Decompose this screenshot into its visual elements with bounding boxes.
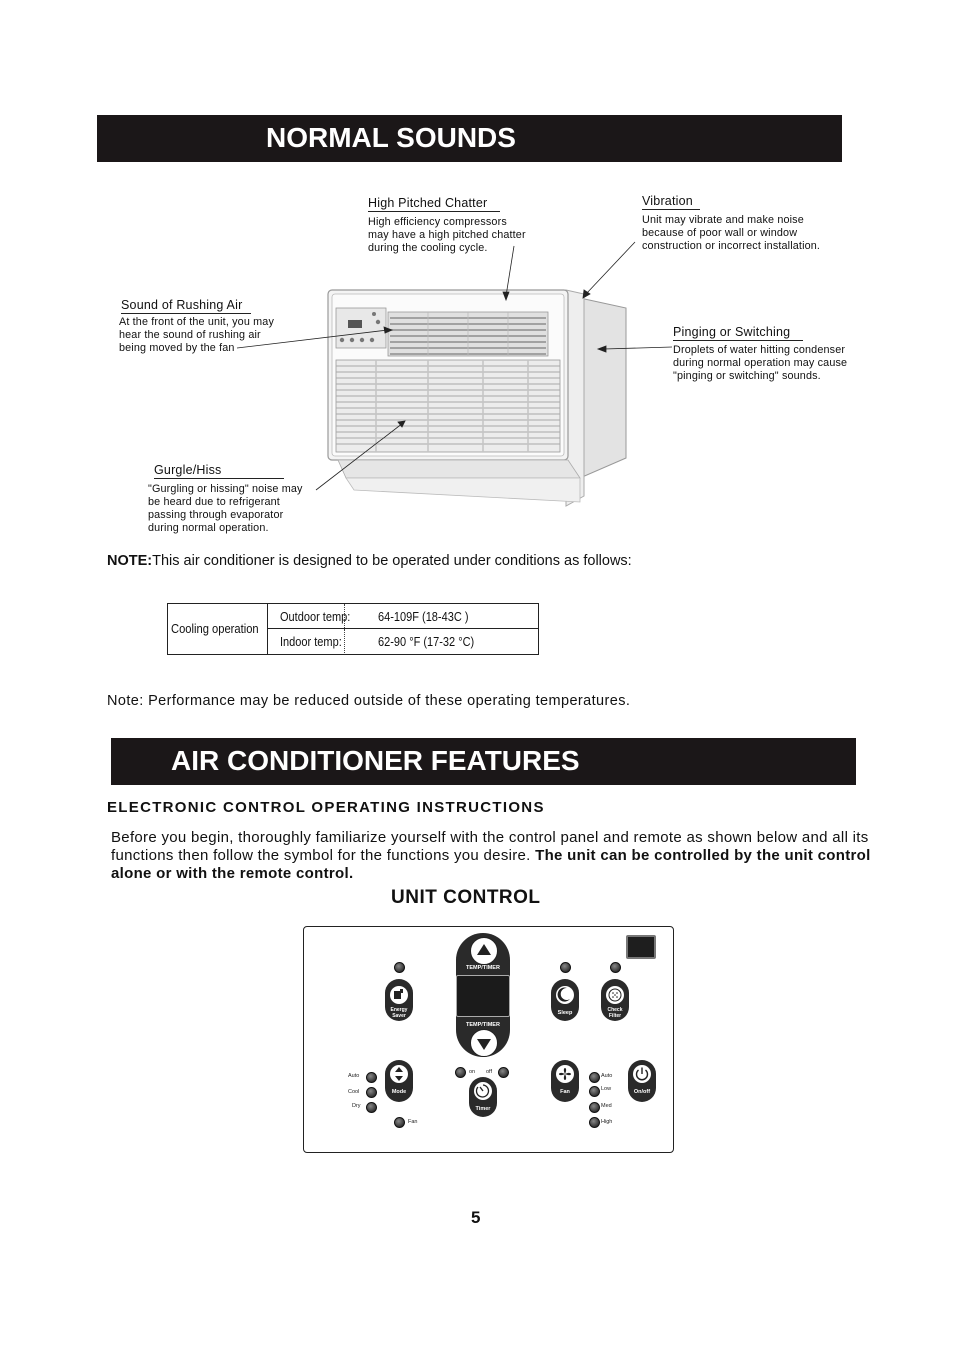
fan-label: Fan	[560, 1089, 570, 1095]
arrow-down-icon	[471, 1030, 497, 1056]
check-filter-button[interactable]	[601, 979, 629, 1021]
mode-dry-label: Dry	[352, 1103, 361, 1109]
check-filter-label: Check Filter	[607, 1007, 623, 1019]
intro-text: Before you begin, thoroughly familiarize yourself with the control panel and remote as shown below and all its functions then follow the symbol for the functions you desire.	[111, 829, 869, 864]
callout-title: Vibration	[642, 194, 700, 210]
note-label: NOTE:	[107, 553, 153, 569]
fan-low-label: Low	[601, 1086, 612, 1092]
section-heading: ELECTRONIC CONTROL OPERATING INSTRUCTIONS	[107, 799, 545, 816]
fan-icon	[551, 1060, 579, 1102]
check-filter-led	[610, 962, 621, 973]
energy-saver-led	[394, 962, 405, 973]
intro-paragraph	[111, 829, 891, 883]
sleep-label: Sleep	[557, 1010, 573, 1016]
indoor-temp-row	[268, 629, 538, 653]
table-divider	[344, 604, 346, 628]
callout-vibration	[642, 194, 820, 253]
callout-high-pitched-chatter	[368, 196, 526, 255]
fan-button[interactable]	[551, 1060, 579, 1102]
temp-display	[456, 975, 510, 1017]
callout-gurgle-hiss	[148, 463, 303, 535]
note-text: This air conditioner is designed to be operated under conditions as follows:	[152, 553, 632, 569]
fan-auto-led	[589, 1072, 600, 1083]
mode-button[interactable]	[385, 1060, 413, 1102]
energy-saver-button[interactable]	[385, 979, 413, 1021]
fan-auto-label: Auto	[601, 1073, 613, 1079]
unit-control-title: UNIT CONTROL	[391, 887, 541, 908]
fan-high-label: High	[601, 1119, 613, 1125]
timer-on-led	[455, 1067, 466, 1078]
temp-up-button[interactable]	[470, 937, 498, 965]
performance-note: Note: Performance may be reduced outside of these operating temperatures.	[107, 693, 631, 709]
timer-off-label: off	[486, 1069, 493, 1075]
mode-fan-label: Fan	[408, 1119, 418, 1125]
operating-conditions-note	[107, 553, 632, 569]
sleep-button[interactable]	[551, 979, 579, 1021]
mode-cool-label: Cool	[348, 1089, 360, 1095]
outdoor-temp-row	[268, 604, 538, 629]
fan-med-label: Med	[601, 1103, 612, 1109]
energy-saver-label: Energy Saver	[390, 1007, 408, 1019]
callout-body: At the front of the unit, you may hear the sound of rushing air being moved by the fan	[119, 316, 274, 354]
remote-receiver-window	[626, 935, 656, 959]
temp-down-button[interactable]	[470, 1029, 498, 1057]
fan-high-led	[589, 1117, 600, 1128]
timer-on-label: on	[469, 1069, 476, 1075]
cooling-operation-cell	[168, 604, 268, 654]
mode-auto-label: Auto	[348, 1073, 360, 1079]
callout-title: Sound of Rushing Air	[121, 298, 251, 314]
timer-label: Timer	[475, 1106, 491, 1112]
outdoor-temp-value: 64-109F (18-43C )	[378, 610, 469, 624]
fan-low-led	[589, 1086, 600, 1097]
page-number: 5	[471, 1208, 481, 1227]
callout-body: High efficiency compressors may have a high pitched chatter during the cooling cycle.	[368, 216, 526, 254]
features-title: AIR CONDITIONER FEATURES	[171, 745, 580, 776]
callout-title: Gurgle/Hiss	[154, 463, 284, 479]
temp-timer-bottom-label: TEMP/TIMER	[466, 1022, 500, 1028]
indoor-temp-value: 62-90 °F (17-32 °C)	[378, 635, 475, 649]
callout-rushing-air	[119, 298, 274, 355]
temp-timer-top-label: TEMP/TIMER	[466, 965, 500, 971]
callout-body: Unit may vibrate and make noise because of poor wall or window construction or incorrect installation.	[642, 214, 821, 252]
up-down-arrows-icon	[385, 1060, 413, 1102]
intro-bold-text: The unit can be controlled by the unit control alone or with the remote control.	[111, 847, 871, 882]
callout-title: Pinging or Switching	[673, 325, 803, 341]
features-banner	[111, 738, 856, 785]
fan-med-led	[589, 1102, 600, 1113]
mode-label: Mode	[391, 1089, 407, 1095]
callout-body: Droplets of water hitting condenser during normal operation may cause "pinging or switching" sounds.	[673, 344, 848, 382]
table-divider	[344, 629, 346, 653]
cooling-operation-label: Cooling operation	[171, 621, 259, 636]
sleep-led	[560, 962, 571, 973]
unit-control-panel	[303, 926, 674, 1153]
normal-sounds-title: NORMAL SOUNDS	[266, 122, 516, 153]
callout-title: High Pitched Chatter	[368, 196, 500, 212]
mode-auto-led	[366, 1072, 377, 1083]
indoor-temp-label: Indoor temp:	[280, 635, 342, 649]
temperature-table	[167, 603, 539, 655]
mode-cool-led	[366, 1087, 377, 1098]
callout-body: "Gurgling or hissing" noise may be heard due to refrigerant passing through evaporator during normal operation.	[148, 483, 303, 534]
mode-fan-led	[394, 1117, 405, 1128]
callout-leader-lines	[0, 0, 954, 560]
outdoor-temp-label: Outdoor temp:	[280, 610, 351, 624]
callout-pinging-switching	[673, 325, 847, 383]
power-label: On/off	[633, 1089, 651, 1095]
arrow-up-icon	[471, 938, 497, 964]
timer-off-led	[498, 1067, 509, 1078]
mode-dry-led	[366, 1102, 377, 1113]
timer-button[interactable]	[469, 1077, 497, 1117]
power-icon	[628, 1060, 656, 1102]
power-button[interactable]	[628, 1060, 656, 1102]
